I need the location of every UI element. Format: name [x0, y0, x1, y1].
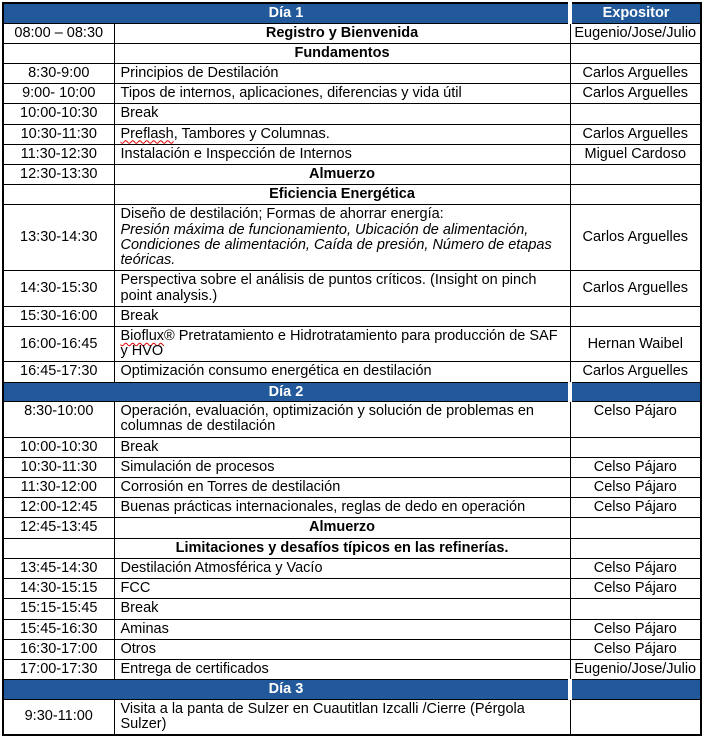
description-cell: Simulación de procesos [114, 457, 570, 477]
expositor-cell: Celso Pájaro [570, 457, 701, 477]
day-header-row [3, 382, 701, 402]
section-row [3, 538, 701, 558]
time-cell: 16:30-17:00 [3, 639, 114, 659]
description-cell: Break [114, 306, 570, 326]
description-cell: Break [114, 437, 570, 457]
misspelled-text: Bioflux [120, 328, 165, 344]
time-cell: 8:30-10:00 [3, 402, 114, 437]
session-row [3, 104, 701, 124]
session-row [3, 327, 701, 362]
expositor-cell [570, 43, 701, 63]
expositor-cell: Eugenio/Jose/Julio [570, 660, 701, 680]
description-text: , Tambores y Columnas. [173, 125, 330, 142]
expositor-cell: Hernan Waibel [570, 327, 701, 362]
time-cell: 9:30-11:00 [3, 699, 114, 735]
session-row [3, 402, 701, 437]
session-row [3, 558, 701, 578]
description-cell: Fundamentos [114, 43, 570, 63]
time-cell: 17:00-17:30 [3, 660, 114, 680]
time-cell [3, 538, 114, 558]
description-cell: FCC [114, 579, 570, 599]
agenda-rows [3, 3, 701, 735]
description-cell [114, 327, 570, 362]
description-cell: Instalación e Inspección de Internos [114, 144, 570, 164]
expositor-cell [570, 518, 701, 538]
expositor-cell [570, 699, 701, 735]
description-cell: Registro y Bienvenida [114, 23, 570, 43]
time-cell: 11:30-12:30 [3, 144, 114, 164]
session-row [3, 306, 701, 326]
expositor-cell: Celso Pájaro [570, 639, 701, 659]
day-header-spacer-cell [570, 382, 701, 402]
description-cell: Operación, evaluación, optimización y solución de problemas en columnas de destilación [114, 402, 570, 437]
description-cell: Almuerzo [114, 165, 570, 185]
description-cell [114, 124, 570, 144]
time-cell: 8:30-9:00 [3, 63, 114, 83]
expositor-cell: Celso Pájaro [570, 402, 701, 437]
expositor-cell: Eugenio/Jose/Julio [570, 23, 701, 43]
time-cell: 10:30-11:30 [3, 457, 114, 477]
description-cell: Buenas prácticas internacionales, reglas de dedo en operación [114, 498, 570, 518]
time-cell: 13:45-14:30 [3, 558, 114, 578]
session-row [3, 362, 701, 382]
session-row [3, 478, 701, 498]
session-row [3, 579, 701, 599]
time-cell: 14:30-15:30 [3, 271, 114, 306]
time-cell: 13:30-14:30 [3, 205, 114, 271]
description-cell: Break [114, 599, 570, 619]
expositor-cell: Celso Pájaro [570, 579, 701, 599]
misspelled-text: Preflash [120, 125, 174, 142]
time-cell: 15:45-16:30 [3, 619, 114, 639]
expositor-cell: Celso Pájaro [570, 619, 701, 639]
time-cell [3, 43, 114, 63]
expositor-cell [570, 437, 701, 457]
expositor-cell: Celso Pájaro [570, 558, 701, 578]
time-cell: 12:00-12:45 [3, 498, 114, 518]
session-row [3, 271, 701, 306]
day-label: Día 3 [3, 680, 570, 700]
expositor-column-header: Expositor [570, 3, 701, 23]
time-cell: 12:30-13:30 [3, 165, 114, 185]
italic-text: Presión máxima de funcionamiento, Ubicación de alimentación, Condiciones de alimentación, Caída de presión, Número de etapas teóricas. [120, 221, 552, 269]
description-cell: Aminas [114, 619, 570, 639]
description-cell: Limitaciones y desafíos típicos en las refinerías. [114, 538, 570, 558]
expositor-cell [570, 104, 701, 124]
time-cell [3, 185, 114, 205]
description-cell: Optimización consumo energética en destilación [114, 362, 570, 382]
section-row [3, 43, 701, 63]
expositor-cell: Carlos Arguelles [570, 84, 701, 104]
expositor-cell [570, 306, 701, 326]
description-cell: Corrosión en Torres de destilación [114, 478, 570, 498]
description-cell: Destilación Atmosférica y Vacío [114, 558, 570, 578]
session-row [3, 699, 701, 735]
section-row [3, 518, 701, 538]
session-row [3, 63, 701, 83]
time-cell: 10:00-10:30 [3, 104, 114, 124]
session-row [3, 639, 701, 659]
session-row [3, 437, 701, 457]
expositor-cell: Carlos Arguelles [570, 271, 701, 306]
description-cell: Tipos de internos, aplicaciones, diferencias y vida útil [114, 84, 570, 104]
time-cell: 10:30-11:30 [3, 124, 114, 144]
session-row [3, 124, 701, 144]
description-cell: Almuerzo [114, 518, 570, 538]
session-row [3, 660, 701, 680]
time-cell: 10:00-10:30 [3, 437, 114, 457]
session-row [3, 599, 701, 619]
description-cell: Visita a la panta de Sulzer en Cuautitlan Izcalli /Cierre (Pérgola Sulzer) [114, 699, 570, 735]
time-cell: 15:30-16:00 [3, 306, 114, 326]
day-header-spacer-cell [570, 680, 701, 700]
day-header-row [3, 680, 701, 700]
session-row [3, 619, 701, 639]
description-cell: Principios de Destilación [114, 63, 570, 83]
session-row [3, 498, 701, 518]
session-row [3, 144, 701, 164]
expositor-cell: Carlos Arguelles [570, 205, 701, 271]
expositor-cell [570, 599, 701, 619]
description-cell: Break [114, 104, 570, 124]
session-row [3, 457, 701, 477]
expositor-cell [570, 538, 701, 558]
day-label: Día 1 [3, 3, 570, 23]
time-cell: 16:45-17:30 [3, 362, 114, 382]
description-cell: Entrega de certificados [114, 660, 570, 680]
time-cell: 9:00- 10:00 [3, 84, 114, 104]
agenda-table [2, 2, 702, 736]
description-cell: Otros [114, 639, 570, 659]
expositor-cell: Celso Pájaro [570, 478, 701, 498]
expositor-cell [570, 165, 701, 185]
description-cell: Eficiencia Energética [114, 185, 570, 205]
time-cell: 14:30-15:15 [3, 579, 114, 599]
day-header-row [3, 3, 701, 23]
description-cell: Perspectiva sobre el análisis de puntos críticos. (Insight on pinch point analysis.) [114, 271, 570, 306]
expositor-cell: Carlos Arguelles [570, 124, 701, 144]
session-row [3, 205, 701, 271]
section-row [3, 23, 701, 43]
expositor-cell [570, 185, 701, 205]
expositor-cell: Carlos Arguelles [570, 362, 701, 382]
expositor-cell: Carlos Arguelles [570, 63, 701, 83]
time-cell: 11:30-12:00 [3, 478, 114, 498]
description-cell [114, 205, 570, 271]
day-label: Día 2 [3, 382, 570, 402]
section-row [3, 185, 701, 205]
time-cell: 12:45-13:45 [3, 518, 114, 538]
time-cell: 16:00-16:45 [3, 327, 114, 362]
expositor-cell: Celso Pájaro [570, 498, 701, 518]
description-text: Diseño de destilación; Formas de ahorrar energía: [120, 206, 444, 223]
section-row [3, 165, 701, 185]
description-text: ® Pretratamiento e Hidrotratamiento para producción de SAF y HVO [120, 328, 558, 360]
time-cell: 15:15-15:45 [3, 599, 114, 619]
expositor-cell: Miguel Cardoso [570, 144, 701, 164]
session-row [3, 84, 701, 104]
time-cell: 08:00 – 08:30 [3, 23, 114, 43]
